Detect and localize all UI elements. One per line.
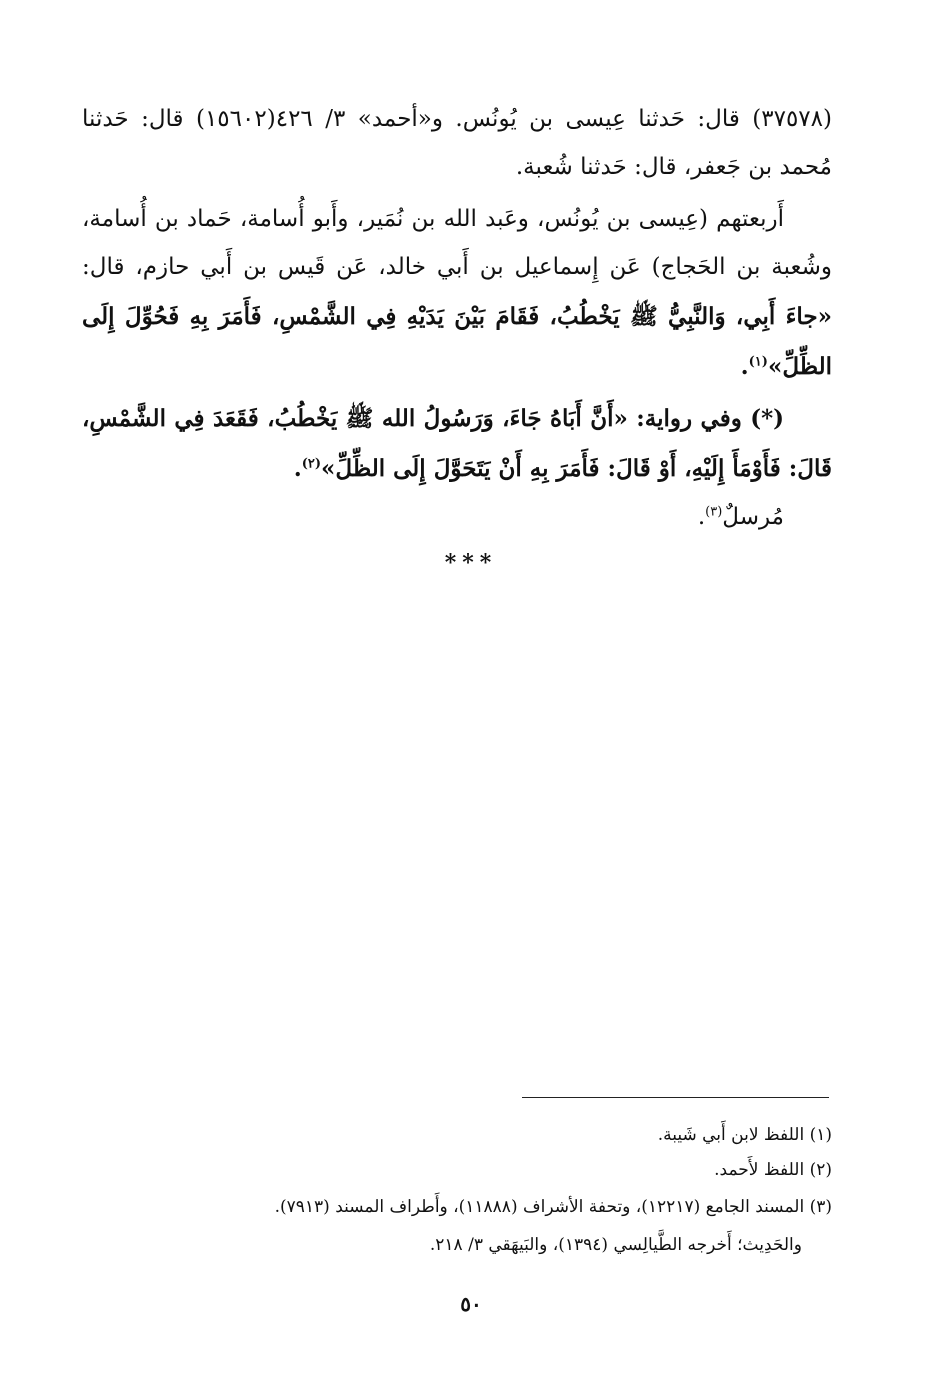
- isnad-line-3: أَربعتهم (عِيسى بن يُونُس، وعَبد الله بن نُمَير، وأَبو أُسامة، حَماد بن أُسامة،: [82, 206, 784, 232]
- variant-line-2-text: قَالَ: فَأَوْمَأَ إِلَيْهِ، أَوْ قَالَ: فَأَمَرَ بِهِ أَنْ يَتَحَوَّلَ إِلَى الظِّلِّ»: [321, 455, 832, 482]
- footnote-2: (٢) اللفظ لأَحمد.: [714, 1160, 832, 1180]
- footnote-ref-2: (٢): [301, 456, 322, 472]
- footnote-ref-1: (١): [748, 354, 768, 370]
- grading-line: [82, 494, 832, 536]
- hadith-text-block: [82, 96, 832, 536]
- variant-line-1: (*) وفي رواية: «أَنَّ أَبَاهُ جَاءَ، وَرَسُولُ الله ﷺ يَخْطُبُ، فَقَعَدَ فِي الشَّمْسِ،: [82, 405, 784, 432]
- footnote-ref-3: (٣): [705, 504, 723, 520]
- matn-line-2: [82, 344, 832, 390]
- variant-line-2-end: .: [293, 455, 302, 482]
- footnote-separator: [522, 1097, 829, 1098]
- matn-line-2-end: .: [740, 353, 749, 380]
- matn-line-1: «جاءَ أَبِي، وَالنَّبِيُّ ﷺ يَخْطُبُ، فَقَامَ بَيْنَ يَدَيْهِ فِي الشَّمْسِ، فَأَمَرَ بِهِ فَحُوِّلَ إِلَى: [82, 303, 832, 330]
- variant-line-2: [82, 446, 832, 492]
- footnote-3: (٣) المسند الجامع (١٢٢١٧)، وتحفة الأشراف (١١٨٨٨)، وأَطراف المسند (٧٩١٣).: [274, 1197, 832, 1217]
- footnote-1: (١) اللفظ لابن أَبي شَيبة.: [657, 1125, 832, 1145]
- grading-text: مُرسلٌ: [722, 504, 784, 530]
- footnote-3-continuation: والحَدِيث؛ أَخرجه الطَّيالِسي (١٣٩٤)، والبَيهَقي ٣/ ٢١٨.: [429, 1235, 802, 1255]
- page-number: ٥٠: [460, 1292, 482, 1316]
- isnad-line-2: مُحمد بن جَعفر، قال: حَدثنا شُعبة.: [515, 154, 832, 180]
- isnad-line-4: وشُعبة بن الحَجاج) عَن إِسماعيل بن أَبي خالد، عَن قَيس بن أَبي حازم، قال:: [82, 254, 832, 280]
- isnad-line-1: (٣٧٥٧٨) قال: حَدثنا عِيسى بن يُونُس. و«أحمد» ٣/ ٤٢٦(١٥٦٠٢) قال: حَدثنا: [82, 106, 832, 132]
- matn-line-2-text: الظِّلِّ»: [767, 353, 832, 380]
- section-divider-stars: ***: [444, 550, 498, 576]
- grading-end: .: [697, 504, 706, 530]
